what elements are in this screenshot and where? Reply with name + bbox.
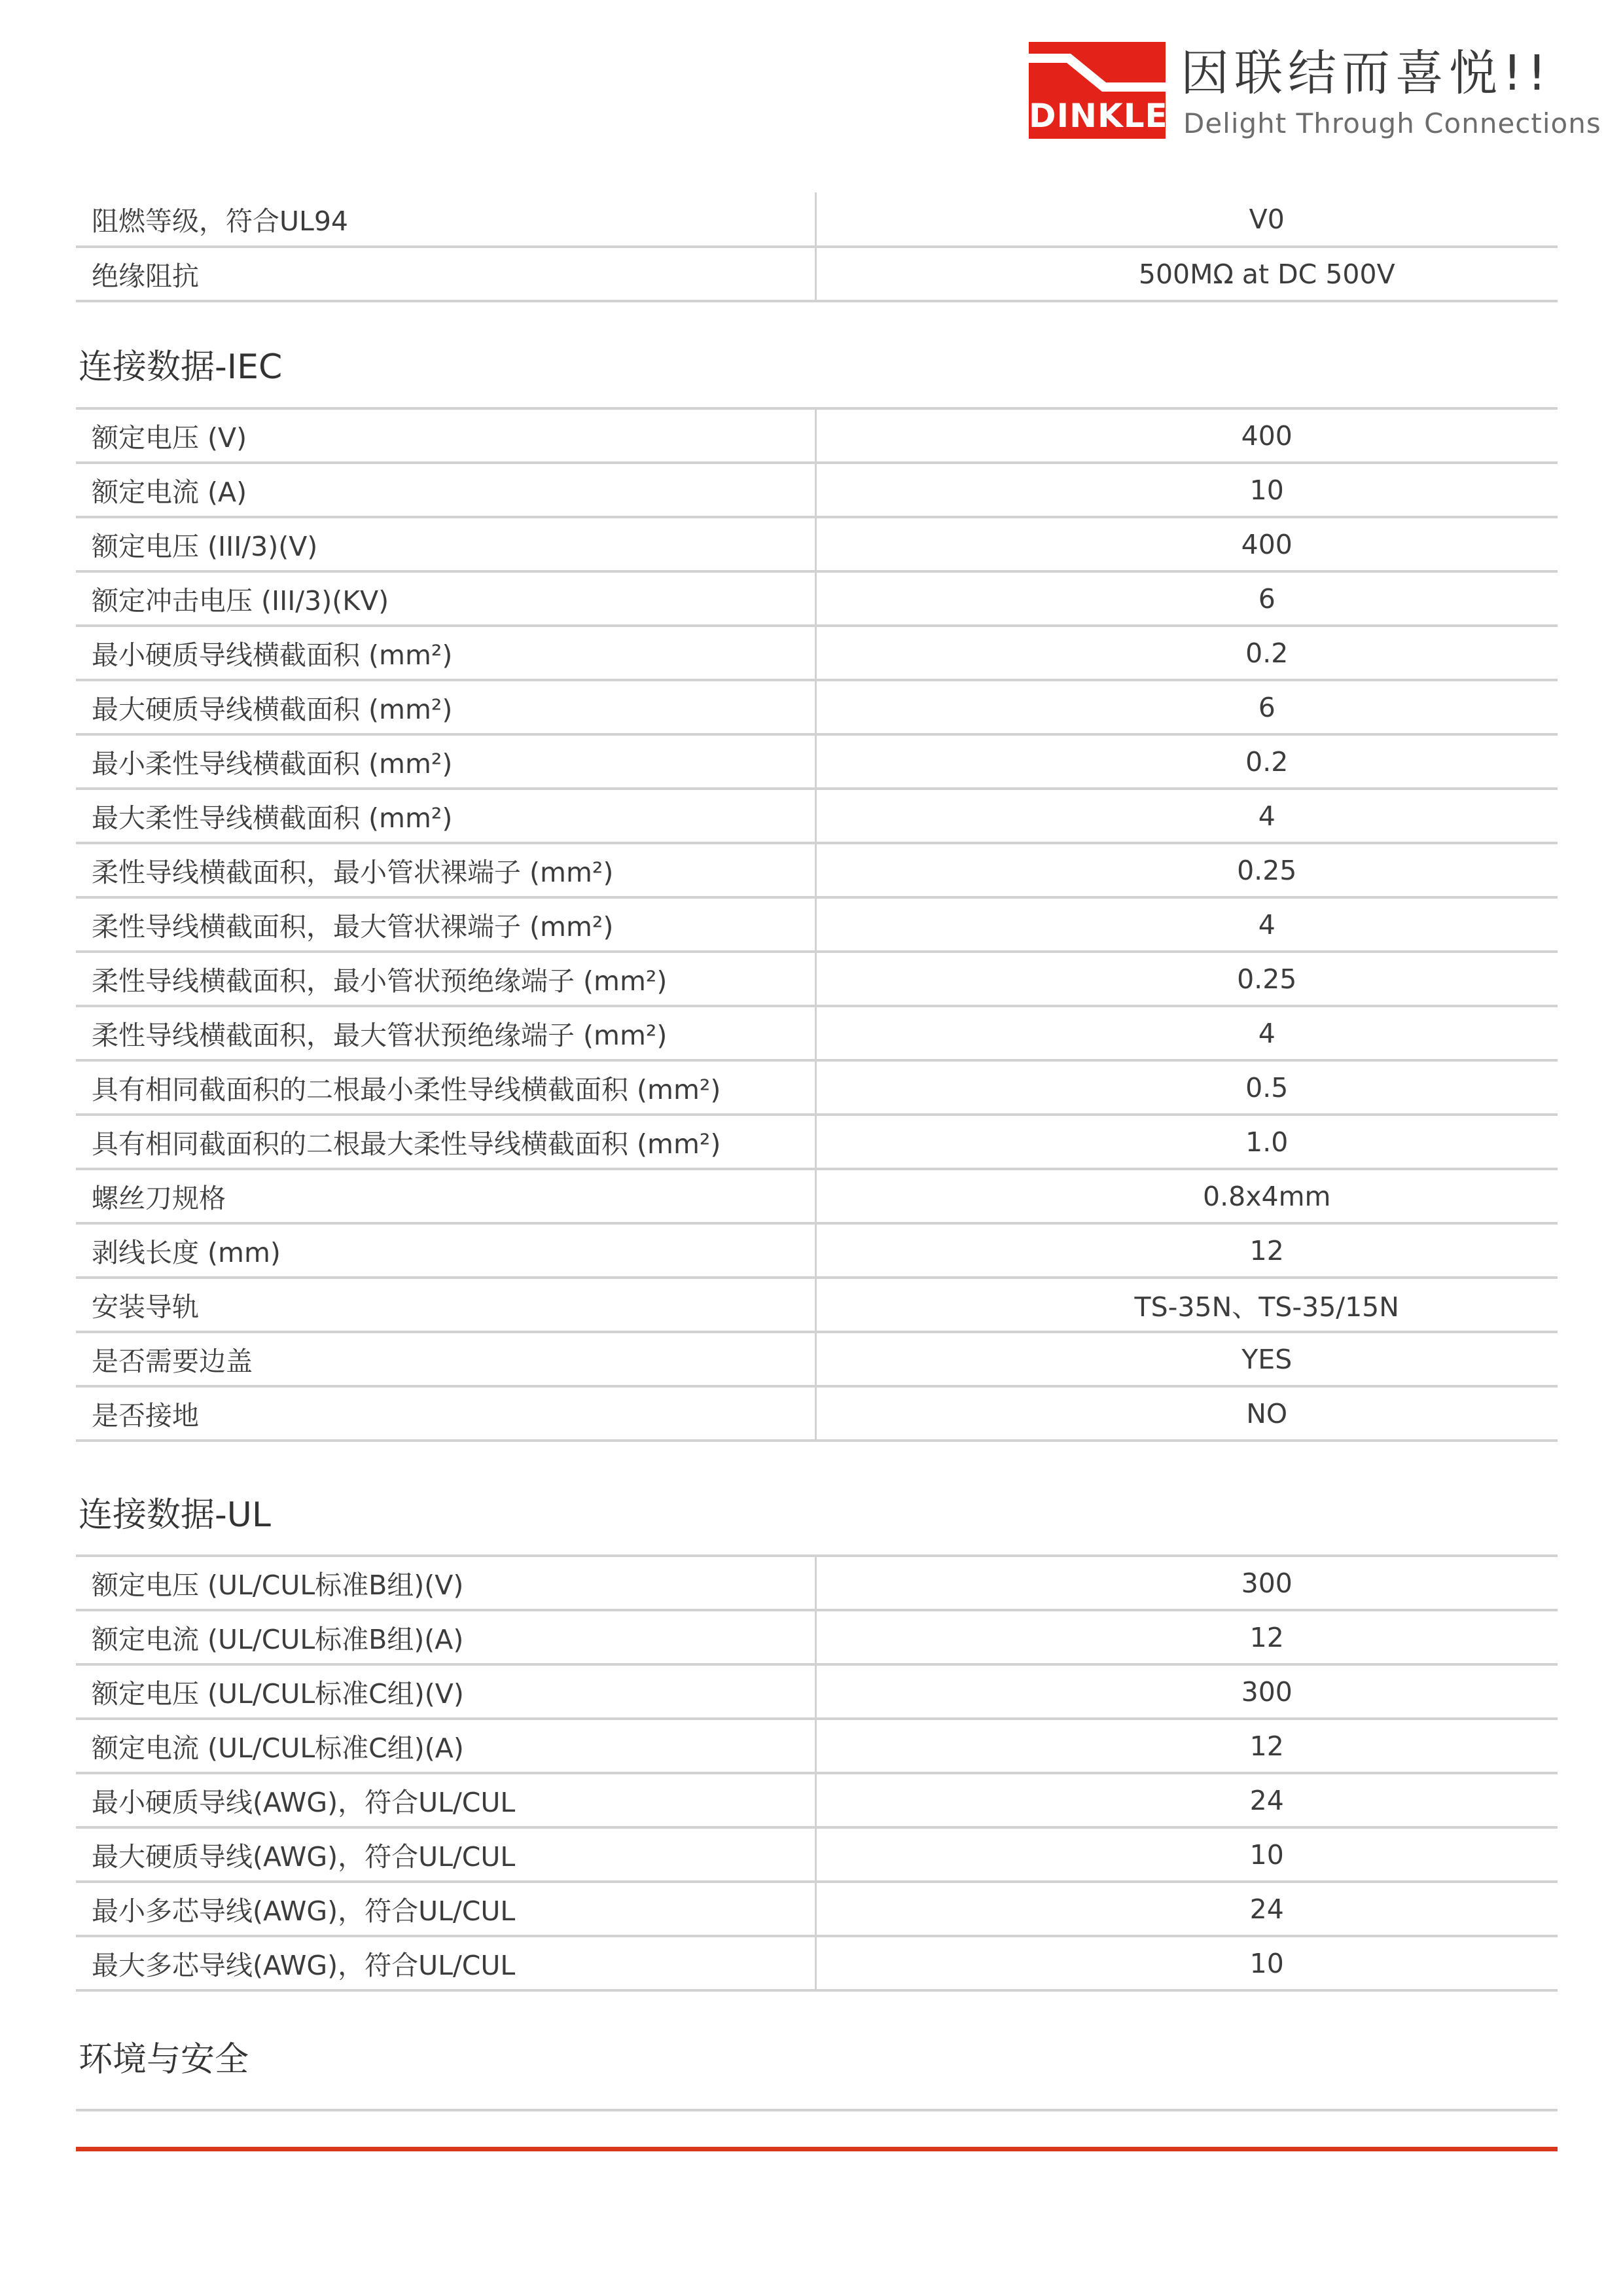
table-row	[76, 517, 1558, 571]
row-label: 具有相同截面积的二根最小柔性导线横截面积 (mm²)	[76, 1060, 815, 1115]
row-label: 最大多芯导线(AWG)，符合UL/CUL	[76, 1936, 815, 1990]
footer-accent-line	[76, 2147, 1558, 2151]
table-row	[76, 1936, 1558, 1990]
table-row	[76, 571, 1558, 626]
row-value: 300	[815, 1664, 1558, 1719]
row-value: 0.25	[815, 952, 1558, 1006]
row-value: 12	[815, 1223, 1558, 1278]
row-value: 0.2	[815, 734, 1558, 789]
section-title-ul: 连接数据-UL	[79, 1496, 271, 1535]
section-divider	[76, 2109, 1558, 2111]
table-row	[76, 734, 1558, 789]
row-value: 400	[815, 408, 1558, 463]
row-label: 安装导轨	[76, 1278, 815, 1332]
row-label: 额定电压 (UL/CUL标准C组)(V)	[76, 1664, 815, 1719]
table-row	[76, 1169, 1558, 1223]
row-label: 是否需要边盖	[76, 1332, 815, 1386]
row-label: 柔性导线横截面积，最小管状裸端子 (mm²)	[76, 843, 815, 897]
table-row	[76, 1719, 1558, 1773]
row-value: 12	[815, 1610, 1558, 1664]
row-value: 10	[815, 1936, 1558, 1990]
row-value: YES	[815, 1332, 1558, 1386]
table-row	[76, 1060, 1558, 1115]
row-value: 400	[815, 517, 1558, 571]
table-row	[76, 952, 1558, 1006]
row-label: 额定电流 (UL/CUL标准B组)(A)	[76, 1610, 815, 1664]
row-label: 额定冲击电压 (III/3)(KV)	[76, 571, 815, 626]
table-row	[76, 1006, 1558, 1060]
table-row	[76, 1664, 1558, 1719]
row-value: V0	[815, 192, 1558, 247]
table-row	[76, 1386, 1558, 1441]
table-row	[76, 1278, 1558, 1332]
row-label: 剥线长度 (mm)	[76, 1223, 815, 1278]
row-value: 500MΩ at DC 500V	[815, 247, 1558, 301]
row-value: 0.5	[815, 1060, 1558, 1115]
general-spec-table	[76, 192, 1558, 302]
row-value: 4	[815, 897, 1558, 952]
row-value: 24	[815, 1773, 1558, 1827]
table-row	[76, 680, 1558, 734]
row-value: 0.8x4mm	[815, 1169, 1558, 1223]
row-value: 0.2	[815, 626, 1558, 680]
section-title-env: 环境与安全	[79, 2040, 249, 2079]
row-label: 是否接地	[76, 1386, 815, 1441]
row-label: 额定电流 (A)	[76, 463, 815, 517]
table-row	[76, 1556, 1558, 1610]
table-row	[76, 1610, 1558, 1664]
row-value: 6	[815, 571, 1558, 626]
row-label: 最小柔性导线横截面积 (mm²)	[76, 734, 815, 789]
row-label: 最小多芯导线(AWG)，符合UL/CUL	[76, 1882, 815, 1936]
row-label: 最小硬质导线横截面积 (mm²)	[76, 626, 815, 680]
row-value: NO	[815, 1386, 1558, 1441]
table-row	[76, 247, 1558, 301]
row-value: 24	[815, 1882, 1558, 1936]
row-label: 最大柔性导线横截面积 (mm²)	[76, 789, 815, 843]
row-label: 柔性导线横截面积，最大管状预绝缘端子 (mm²)	[76, 1006, 815, 1060]
table-row	[76, 843, 1558, 897]
row-label: 柔性导线横截面积，最大管状裸端子 (mm²)	[76, 897, 815, 952]
row-label: 额定电压 (UL/CUL标准B组)(V)	[76, 1556, 815, 1610]
table-row	[76, 1882, 1558, 1936]
table-row	[76, 463, 1558, 517]
table-row	[76, 408, 1558, 463]
row-label: 柔性导线横截面积，最小管状预绝缘端子 (mm²)	[76, 952, 815, 1006]
table-row	[76, 626, 1558, 680]
row-label: 最大硬质导线(AWG)，符合UL/CUL	[76, 1827, 815, 1882]
ul-spec-table	[76, 1554, 1558, 1992]
row-value: 10	[815, 463, 1558, 517]
row-value: 10	[815, 1827, 1558, 1882]
row-label: 额定电压 (V)	[76, 408, 815, 463]
row-value: 6	[815, 680, 1558, 734]
table-row	[76, 1773, 1558, 1827]
slogan-chinese: 因联结而喜悦!!	[1181, 45, 1552, 101]
iec-spec-table	[76, 407, 1558, 1442]
row-label: 最大硬质导线横截面积 (mm²)	[76, 680, 815, 734]
row-value: 0.25	[815, 843, 1558, 897]
table-row	[76, 789, 1558, 843]
brand-logo	[1029, 42, 1601, 140]
table-row	[76, 1223, 1558, 1278]
row-label: 阻燃等级，符合UL94	[76, 192, 815, 247]
row-value: 4	[815, 1006, 1558, 1060]
row-label: 额定电压 (III/3)(V)	[76, 517, 815, 571]
row-value: 1.0	[815, 1115, 1558, 1169]
row-label: 螺丝刀规格	[76, 1169, 815, 1223]
table-row	[76, 1332, 1558, 1386]
section-title-iec: 连接数据-IEC	[79, 348, 283, 387]
row-label: 额定电流 (UL/CUL标准C组)(A)	[76, 1719, 815, 1773]
table-row	[76, 1115, 1558, 1169]
table-row	[76, 1827, 1558, 1882]
row-value: 12	[815, 1719, 1558, 1773]
slogan-english: Delight Through Connections	[1183, 107, 1601, 139]
brand-name: DINKLE	[1029, 97, 1168, 135]
row-label: 最小硬质导线(AWG)，符合UL/CUL	[76, 1773, 815, 1827]
table-row	[76, 192, 1558, 247]
row-label: 绝缘阻抗	[76, 247, 815, 301]
row-value: 300	[815, 1556, 1558, 1610]
row-value: 4	[815, 789, 1558, 843]
table-row	[76, 897, 1558, 952]
row-label: 具有相同截面积的二根最大柔性导线横截面积 (mm²)	[76, 1115, 815, 1169]
row-value: TS-35N、TS-35/15N	[815, 1278, 1558, 1332]
